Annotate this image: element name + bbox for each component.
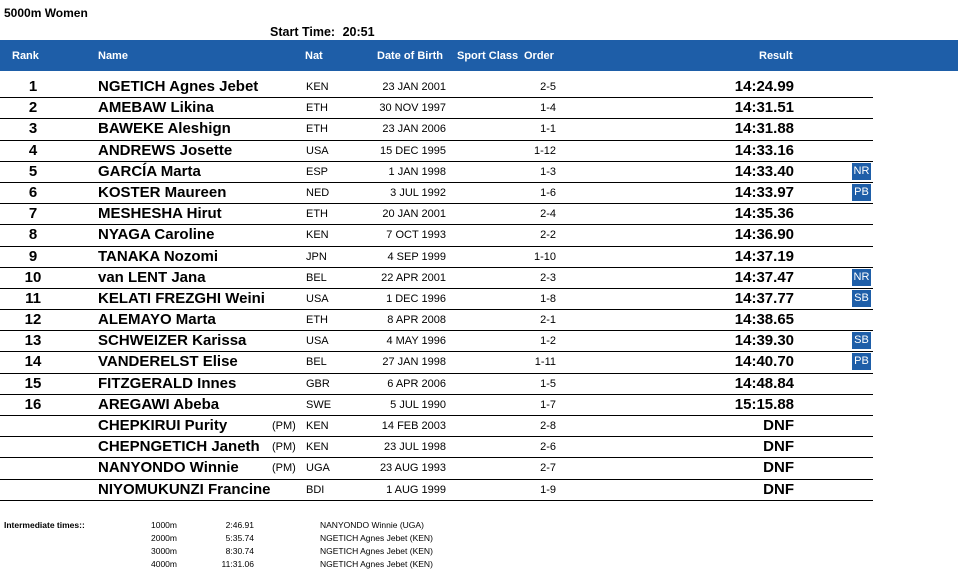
table-row bbox=[0, 331, 960, 352]
athlete-name: MESHESHA Hirut bbox=[98, 205, 222, 223]
date-of-birth-cell: 22 APR 2001 bbox=[381, 271, 446, 284]
table-row bbox=[0, 374, 960, 395]
athlete-name: KOSTER Maureen bbox=[98, 183, 227, 201]
nationality-cell: KEN bbox=[306, 441, 329, 454]
table-row bbox=[0, 458, 960, 479]
header-result: Result bbox=[759, 50, 793, 62]
split-leader: NANYONDO Winnie (UGA) bbox=[320, 520, 424, 530]
record-badge: PB bbox=[852, 184, 871, 201]
nationality-cell: UGA bbox=[306, 462, 330, 475]
athlete-name: ANDREWS Josette bbox=[98, 141, 233, 159]
table-row bbox=[0, 352, 960, 373]
order-cell: 1-6 bbox=[540, 186, 556, 199]
nationality-cell: JPN bbox=[306, 250, 327, 263]
table-row bbox=[0, 289, 960, 310]
table-row bbox=[0, 437, 960, 458]
table-row bbox=[0, 225, 960, 246]
table-row bbox=[0, 162, 960, 183]
order-cell: 2-2 bbox=[540, 229, 556, 242]
order-cell: 2-5 bbox=[540, 81, 556, 93]
rank-cell: 4 bbox=[28, 141, 38, 159]
order-cell: 2-6 bbox=[540, 441, 556, 454]
date-of-birth-cell: 4 SEP 1999 bbox=[387, 250, 446, 263]
table-row bbox=[0, 141, 960, 162]
nationality-cell: USA bbox=[306, 335, 329, 348]
order-cell: 1-8 bbox=[540, 292, 556, 305]
table-row bbox=[0, 77, 960, 98]
result-cell: DNF bbox=[763, 480, 794, 498]
date-of-birth-cell: 3 JUL 1992 bbox=[390, 186, 446, 199]
result-cell: 14:48.84 bbox=[734, 374, 794, 392]
intermediate-row bbox=[0, 520, 600, 533]
order-cell: 2-3 bbox=[540, 271, 556, 284]
result-cell: 14:31.88 bbox=[734, 120, 794, 138]
order-cell: 1-7 bbox=[540, 398, 556, 411]
date-of-birth-cell: 7 OCT 1993 bbox=[386, 229, 446, 242]
pacemaker-tag: (PM) bbox=[272, 462, 296, 475]
result-cell: 14:40.70 bbox=[734, 353, 794, 371]
intermediate-row bbox=[0, 546, 600, 559]
results-table-body bbox=[0, 77, 960, 501]
header-rank: Rank bbox=[12, 50, 39, 62]
order-cell: 2-1 bbox=[540, 314, 556, 327]
result-cell: 14:38.65 bbox=[734, 311, 794, 329]
table-row bbox=[0, 416, 960, 437]
split-time: 2:46.91 bbox=[225, 520, 254, 530]
rank-cell: 7 bbox=[28, 205, 38, 223]
athlete-name: FITZGERALD Innes bbox=[98, 374, 237, 392]
table-row bbox=[0, 480, 960, 501]
nationality-cell: ETH bbox=[306, 102, 328, 115]
split-distance: 1000m bbox=[151, 520, 177, 530]
start-time bbox=[270, 25, 375, 39]
athlete-name: BAWEKE Aleshign bbox=[98, 120, 231, 138]
result-cell: 14:39.30 bbox=[734, 332, 794, 350]
nationality-cell: SWE bbox=[306, 398, 332, 411]
rank-cell: 12 bbox=[24, 311, 42, 329]
date-of-birth-cell: 23 AUG 1993 bbox=[379, 462, 446, 475]
order-cell: 1-4 bbox=[540, 102, 556, 115]
athlete-name: NGETICH Agnes Jebet bbox=[98, 78, 259, 95]
date-of-birth-cell: 15 DEC 1995 bbox=[379, 144, 446, 157]
athlete-name: KELATI FREZGHI Weini bbox=[98, 289, 265, 307]
rank-cell: 8 bbox=[28, 226, 38, 244]
nationality-cell: BDI bbox=[306, 483, 325, 496]
date-of-birth-cell: 23 JAN 2001 bbox=[382, 81, 446, 93]
athlete-name: van LENT Jana bbox=[98, 268, 206, 286]
athlete-name: NANYONDO Winnie bbox=[98, 459, 239, 477]
athlete-name: NYAGA Caroline bbox=[98, 226, 215, 244]
table-row bbox=[0, 204, 960, 225]
order-cell: 2-4 bbox=[540, 208, 556, 221]
rank-cell: 16 bbox=[24, 395, 42, 413]
result-cell: 14:33.40 bbox=[734, 162, 794, 180]
order-cell: 1-10 bbox=[533, 250, 556, 263]
date-of-birth-cell: 8 APR 2008 bbox=[387, 314, 446, 327]
result-cell: DNF bbox=[763, 459, 794, 477]
athlete-name: TANAKA Nozomi bbox=[98, 247, 218, 265]
date-of-birth-cell: 23 JUL 1998 bbox=[384, 441, 446, 454]
pacemaker-tag: (PM) bbox=[272, 420, 296, 432]
nationality-cell: KEN bbox=[306, 81, 329, 93]
record-badge: NR bbox=[852, 163, 871, 180]
result-cell: 14:35.36 bbox=[734, 205, 794, 223]
order-cell: 1-3 bbox=[540, 165, 556, 178]
nationality-cell: BEL bbox=[306, 271, 327, 284]
date-of-birth-cell: 27 JAN 1998 bbox=[382, 356, 446, 369]
date-of-birth-cell: 1 AUG 1999 bbox=[386, 483, 446, 496]
nationality-cell: GBR bbox=[306, 377, 330, 390]
table-row bbox=[0, 268, 960, 289]
athlete-name: AMEBAW Likina bbox=[98, 99, 214, 117]
athlete-name: ALEMAYO Marta bbox=[98, 311, 216, 329]
rank-cell: 15 bbox=[24, 374, 42, 392]
order-cell: 2-8 bbox=[540, 420, 556, 432]
result-cell: 14:37.19 bbox=[734, 247, 794, 265]
split-distance: 4000m bbox=[151, 559, 177, 569]
rank-cell: 9 bbox=[28, 247, 38, 265]
record-badge: NR bbox=[852, 269, 871, 286]
athlete-name: VANDERELST Elise bbox=[98, 353, 238, 371]
date-of-birth-cell: 5 JUL 1990 bbox=[390, 398, 446, 411]
intermediate-times-label: Intermediate times:: bbox=[4, 520, 85, 530]
result-cell: 14:37.77 bbox=[734, 289, 794, 307]
athlete-name: NIYOMUKUNZI Francine bbox=[98, 480, 271, 498]
rank-cell: 5 bbox=[28, 162, 38, 180]
pacemaker-tag: (PM) bbox=[272, 441, 296, 454]
split-leader: NGETICH Agnes Jebet (KEN) bbox=[320, 559, 433, 569]
nationality-cell: NED bbox=[306, 186, 330, 199]
event-title: 5000m Women bbox=[4, 6, 88, 20]
athlete-name: SCHWEIZER Karissa bbox=[98, 332, 247, 350]
date-of-birth-cell: 6 APR 2006 bbox=[387, 377, 446, 390]
header-order: Order bbox=[524, 50, 554, 62]
nationality-cell: KEN bbox=[306, 420, 329, 432]
table-row bbox=[0, 247, 960, 268]
start-time-value: 20:51 bbox=[342, 25, 375, 39]
split-time: 8:30.74 bbox=[225, 546, 254, 556]
rank-cell: 3 bbox=[28, 120, 38, 138]
rank-cell: 2 bbox=[28, 99, 38, 117]
date-of-birth-cell: 30 NOV 1997 bbox=[379, 102, 446, 115]
result-cell: 14:33.16 bbox=[734, 141, 794, 159]
rank-cell: 6 bbox=[28, 183, 38, 201]
split-distance: 3000m bbox=[151, 546, 177, 556]
date-of-birth-cell: 23 JAN 2006 bbox=[382, 123, 446, 136]
result-cell: DNF bbox=[763, 438, 794, 456]
split-leader: NGETICH Agnes Jebet (KEN) bbox=[320, 546, 433, 556]
order-cell: 1-12 bbox=[533, 144, 556, 157]
order-cell: 2-7 bbox=[540, 462, 556, 475]
table-row bbox=[0, 183, 960, 204]
nationality-cell: USA bbox=[306, 292, 329, 305]
rank-cell: 10 bbox=[24, 268, 42, 286]
header-name: Name bbox=[98, 50, 128, 62]
results-table-header bbox=[0, 40, 958, 71]
nationality-cell: USA bbox=[306, 144, 329, 157]
table-row bbox=[0, 98, 960, 119]
split-time: 11:31.06 bbox=[221, 559, 254, 569]
header-nat: Nat bbox=[305, 50, 323, 62]
intermediate-row bbox=[0, 559, 600, 572]
result-cell: DNF bbox=[763, 417, 794, 434]
record-badge: PB bbox=[852, 353, 871, 370]
order-cell: 1-11 bbox=[534, 356, 556, 369]
date-of-birth-cell: 14 FEB 2003 bbox=[381, 420, 446, 432]
result-cell: 14:24.99 bbox=[734, 78, 794, 95]
intermediate-row bbox=[0, 533, 600, 546]
header-date-of-birth: Date of Birth bbox=[377, 50, 443, 62]
record-badge: SB bbox=[852, 332, 871, 349]
athlete-name: GARCÍA Marta bbox=[98, 162, 201, 180]
start-time-label: Start Time: bbox=[270, 25, 336, 39]
order-cell: 1-9 bbox=[540, 483, 556, 496]
split-time: 5:35.74 bbox=[225, 533, 254, 543]
athlete-name: CHEPKIRUI Purity bbox=[98, 417, 228, 434]
nationality-cell: KEN bbox=[306, 229, 329, 242]
date-of-birth-cell: 1 DEC 1996 bbox=[386, 292, 446, 305]
table-row bbox=[0, 395, 960, 416]
nationality-cell: ETH bbox=[306, 123, 328, 136]
split-leader: NGETICH Agnes Jebet (KEN) bbox=[320, 533, 433, 543]
athlete-name: AREGAWI Abeba bbox=[98, 395, 220, 413]
order-cell: 1-1 bbox=[540, 123, 556, 136]
nationality-cell: ESP bbox=[306, 165, 329, 178]
result-cell: 14:33.97 bbox=[734, 183, 794, 201]
order-cell: 1-2 bbox=[540, 335, 556, 348]
athlete-name: CHEPNGETICH Janeth bbox=[98, 438, 260, 456]
nationality-cell: BEL bbox=[306, 356, 327, 369]
result-cell: 14:36.90 bbox=[734, 226, 794, 244]
date-of-birth-cell: 20 JAN 2001 bbox=[382, 208, 446, 221]
rank-cell: 11 bbox=[25, 289, 41, 307]
table-row bbox=[0, 119, 960, 140]
rank-cell: 1 bbox=[28, 78, 38, 95]
rank-cell: 14 bbox=[24, 353, 42, 371]
rank-cell: 13 bbox=[24, 332, 42, 350]
result-cell: 15:15.88 bbox=[734, 395, 794, 413]
table-row bbox=[0, 310, 960, 331]
header-sport-class: Sport Class bbox=[457, 50, 519, 62]
date-of-birth-cell: 4 MAY 1996 bbox=[386, 335, 446, 348]
split-distance: 2000m bbox=[151, 533, 177, 543]
result-cell: 14:37.47 bbox=[734, 268, 794, 286]
order-cell: 1-5 bbox=[540, 377, 556, 390]
nationality-cell: ETH bbox=[306, 314, 328, 327]
result-cell: 14:31.51 bbox=[734, 99, 794, 117]
nationality-cell: ETH bbox=[306, 208, 328, 221]
date-of-birth-cell: 1 JAN 1998 bbox=[388, 165, 446, 178]
record-badge: SB bbox=[852, 290, 871, 307]
